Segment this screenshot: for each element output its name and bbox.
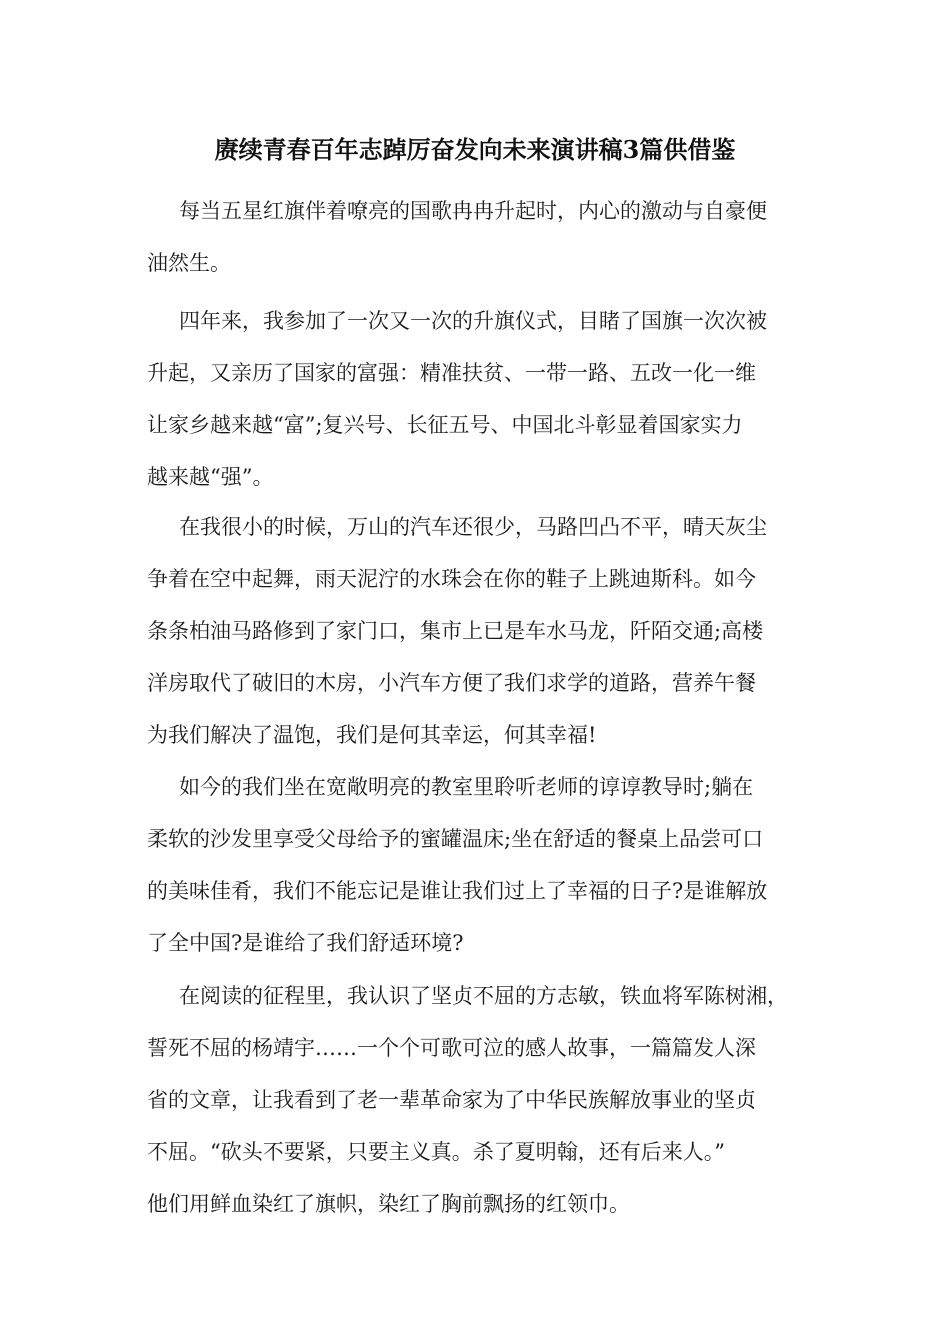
paragraph-line: 他们用鲜血染红了旗帜，染红了胸前飘扬的红领巾。 bbox=[147, 1192, 630, 1216]
paragraph-line: 升起，又亲历了国家的富强：精准扶贫、一带一路、五改一化一维 bbox=[147, 361, 756, 385]
paragraph-line: 争着在空中起舞，雨天泥泞的水珠会在你的鞋子上跳迪斯科。如今 bbox=[147, 567, 756, 591]
paragraph-line: 不屈。“砍头不要紧，只要主义真。杀了夏明翰，还有后来人。” bbox=[147, 1140, 725, 1164]
paragraph-line: 每当五星红旗伴着嘹亮的国歌冉冉升起时，内心的激动与自豪便 bbox=[179, 199, 767, 223]
paragraph-line: 柔软的沙发里享受父母给予的蜜罐温床;坐在舒适的餐桌上品尝可口 bbox=[147, 827, 764, 851]
paragraph-2 bbox=[147, 295, 817, 503]
paragraph-line: 省的文章，让我看到了老一辈革命家为了中华民族解放事业的坚贞 bbox=[147, 1088, 756, 1112]
paragraph-1 bbox=[147, 185, 817, 289]
paragraph-3 bbox=[147, 501, 817, 761]
paragraph-line: 的美味佳肴，我们不能忘记是谁让我们过上了幸福的日子?是谁解放 bbox=[147, 879, 768, 903]
paragraph-line: 越来越“强”。 bbox=[147, 465, 274, 489]
paragraph-line: 在阅读的征程里，我认识了坚贞不屈的方志敏，铁血将军陈树湘， bbox=[179, 984, 788, 1008]
paragraph-4 bbox=[147, 761, 817, 969]
paragraph-line: 让家乡越来越“富”;复兴号、长征五号、中国北斗彰显着国家实力 bbox=[147, 413, 743, 437]
paragraph-line: 了全中国?是谁给了我们舒适环境? bbox=[147, 931, 464, 955]
paragraph-line: 誓死不屈的杨靖宇……一个个可歌可泣的感人故事，一篇篇发人深 bbox=[147, 1036, 756, 1060]
paragraph-line: 为我们解决了温饱，我们是何其幸运，何其幸福! bbox=[147, 723, 597, 747]
paragraph-line: 在我很小的时候，万山的汽车还很少，马路凹凸不平，晴天灰尘 bbox=[179, 515, 767, 539]
paragraph-line: 四年来，我参加了一次又一次的升旗仪式，目睹了国旗一次次被 bbox=[179, 309, 767, 333]
paragraph-line: 油然生。 bbox=[147, 251, 231, 275]
paragraph-line: 条条柏油马路修到了家门口，集市上已是车水马龙，阡陌交通;高楼 bbox=[147, 619, 764, 643]
paragraph-line: 洋房取代了破旧的木房，小汽车方便了我们求学的道路，营养午餐 bbox=[147, 671, 756, 695]
document-title: 赓续青春百年志踔厉奋发向未来演讲稿3篇供借鉴 bbox=[214, 135, 736, 164]
paragraph-5 bbox=[147, 970, 817, 1230]
paragraph-line: 如今的我们坐在宽敞明亮的教室里聆听老师的谆谆教导时;躺在 bbox=[179, 775, 754, 799]
